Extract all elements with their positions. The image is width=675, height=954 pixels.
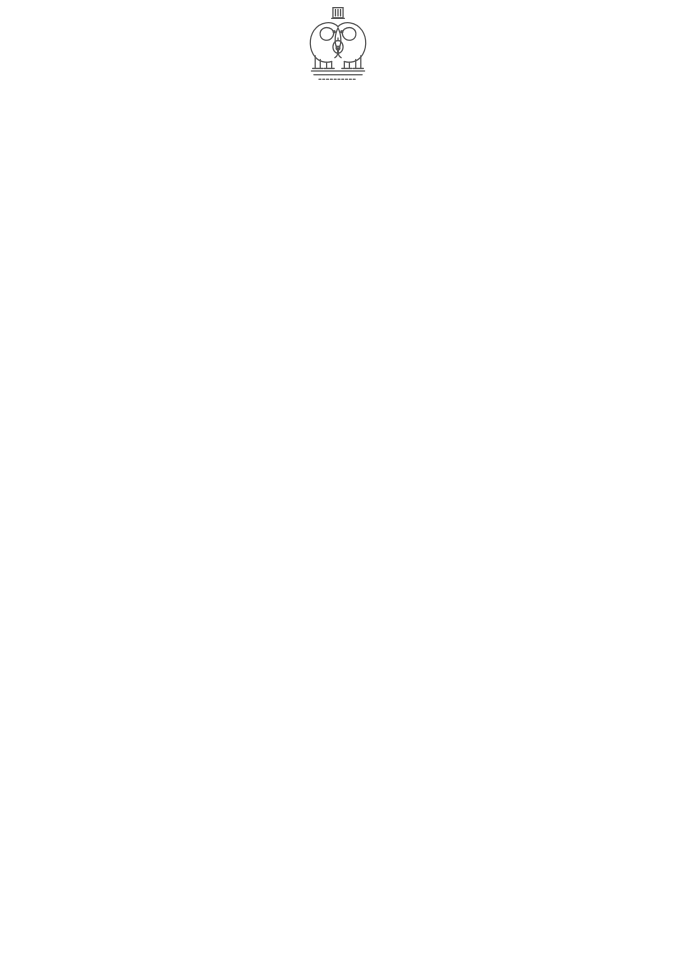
office-phone bbox=[224, 138, 349, 155]
kerala-state-emblem-icon bbox=[300, 5, 376, 90]
email-address bbox=[349, 138, 635, 155]
page-footer bbox=[0, 922, 675, 938]
contact-info bbox=[65, 121, 635, 155]
website-statelottery bbox=[65, 121, 224, 138]
website-kerala bbox=[65, 138, 224, 155]
director-phone bbox=[349, 121, 635, 138]
contact-row bbox=[65, 121, 635, 138]
contact-row bbox=[65, 138, 635, 155]
phone-number bbox=[224, 121, 349, 138]
